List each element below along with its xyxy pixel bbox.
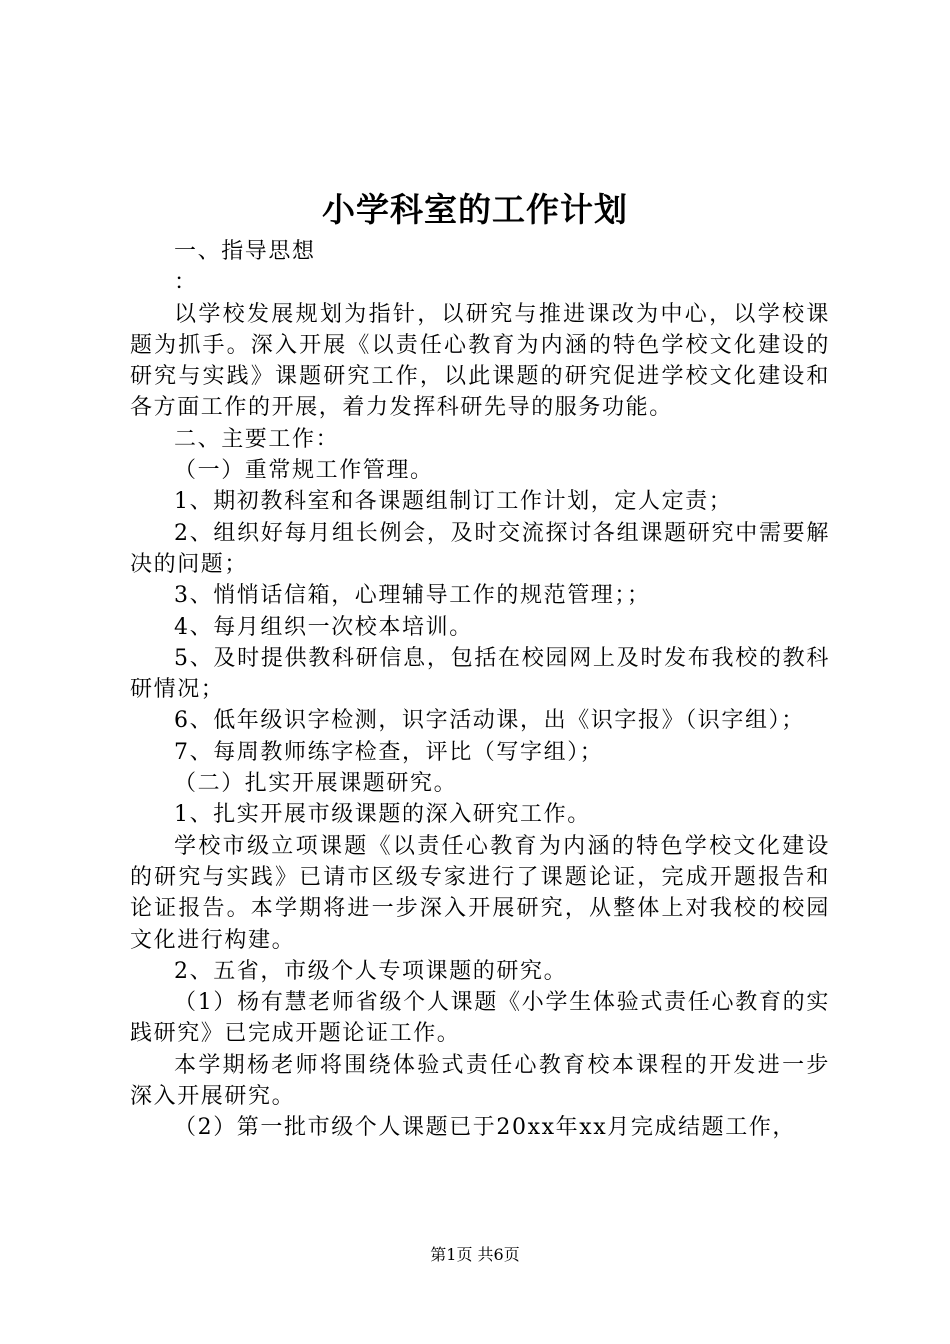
- document-title: 小学科室的工作计划: [322, 190, 628, 229]
- page-number-footer: 第1页 共6页: [430, 1245, 520, 1264]
- list-item: 2、组织好每月组长例会，及时交流探讨各组课题研究中需要解决的问题；: [130, 520, 830, 577]
- list-item: 2、五省，市级个人专项课题的研究。: [174, 958, 568, 984]
- list-item: 1、扎实开展市级课题的深入研究工作。: [174, 802, 591, 828]
- document-body: [130, 236, 830, 1144]
- list-item: 7、每周教师练字检查，评比（写字组）；: [174, 739, 604, 765]
- subheading-routine-management: （一）重常规工作管理。: [174, 458, 434, 484]
- heading-main-work: 二、主要工作：: [174, 426, 340, 452]
- heading-guiding-ideology: 一、指导思想: [174, 239, 316, 264]
- list-item: （1）杨有慧老师省级个人课题《小学生体验式责任心教育的实践研究》已完成开题论证工作。: [130, 990, 830, 1047]
- paragraph: 本学期杨老师将围绕体验式责任心教育校本课程的开发进一步深入开展研究。: [130, 1052, 830, 1110]
- list-item: 3、悄悄话信箱，心理辅导工作的规范管理；；: [174, 583, 651, 609]
- colon-line: ：: [174, 270, 198, 296]
- paragraph: 学校市级立项课题《以责任心教育为内涵的特色学校文化建设的研究与实践》已请市区级专家进行了课题论证，完成开题报告和论证报告。本学期将进一步深入开展研究，从整体上对我校的校园文化进行构建。: [130, 833, 830, 953]
- paragraph: 以学校发展规划为指针，以研究与推进课改为中心，以学校课题为抓手。深入开展《以责任心教育为内涵的特色学校文化建设的研究与实践》课题研究工作，以此课题的研究促进学校文化建设和各方面工作的开展，着力发挥科研先导的服务功能。: [130, 301, 830, 421]
- list-item: 5、及时提供教科研信息，包括在校园网上及时发布我校的教科研情况；: [130, 645, 830, 703]
- subheading-research: （二）扎实开展课题研究。: [174, 771, 458, 797]
- list-item: 1、期初教科室和各课题组制订工作计划，定人定责；: [174, 489, 733, 515]
- list-item: 4、每月组织一次校本培训。: [174, 614, 473, 640]
- list-item: （2）第一批市级个人课题已于20xx年xx月完成结题工作，: [174, 1115, 797, 1141]
- list-item: 6、低年级识字检测，识字活动课，出《识字报》（识字组）；: [174, 708, 805, 734]
